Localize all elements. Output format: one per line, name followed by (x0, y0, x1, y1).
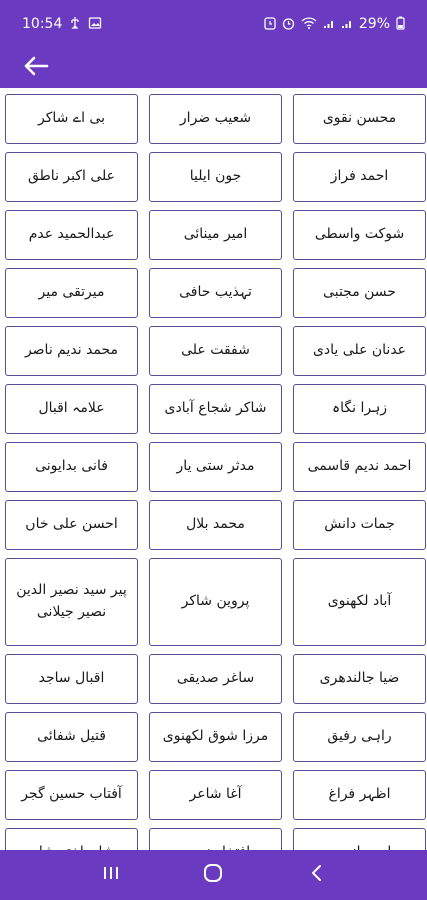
signal-icon (323, 17, 335, 31)
poet-button[interactable]: عبدالحمید عدم (5, 210, 138, 260)
poet-button[interactable]: احمد فراز (293, 152, 426, 202)
poet-button[interactable]: حسن مجتبی (293, 268, 426, 318)
poet-button[interactable]: مرزا شوق لکھنوی (149, 712, 282, 762)
poet-button[interactable]: محمد ندیم ناصر (5, 326, 138, 376)
poet-button[interactable]: علامہ اقبال (5, 384, 138, 434)
status-bar (0, 0, 427, 48)
poet-button[interactable]: شاکر شجاع آبادی (149, 384, 282, 434)
poet-button[interactable]: محسن نقوی (293, 94, 426, 144)
usb-debug-icon (68, 16, 82, 32)
poet-button[interactable]: شعیب ضرار (149, 94, 282, 144)
poet-button[interactable]: احسن علی خاں (5, 500, 138, 550)
poet-button[interactable]: فانی بدایونی (5, 442, 138, 492)
back-button[interactable] (18, 52, 54, 84)
back-icon (310, 864, 322, 886)
poet-button[interactable]: زہرا نگاہ (293, 384, 426, 434)
status-time: 10:54 (22, 16, 63, 32)
poet-button[interactable]: اظہر فراغ (293, 770, 426, 820)
poet-button[interactable]: محمد بلال (149, 500, 282, 550)
poet-button[interactable]: پیر سید نصیر الدین نصیر جیلانی (5, 558, 138, 646)
alarm-clock-icon (282, 17, 295, 32)
alarm-icon (264, 16, 276, 32)
poet-button[interactable]: راہی رفیق (293, 712, 426, 762)
poet-button[interactable]: شوکت واسطی (293, 210, 426, 260)
battery-percent: 29% (358, 16, 390, 32)
poet-button[interactable]: احمد ندیم قاسمی (293, 442, 426, 492)
system-nav-bar (0, 850, 427, 900)
poet-button[interactable]: امیر مینائی (149, 210, 282, 260)
home-icon (203, 863, 223, 887)
app-bar (0, 48, 427, 88)
poet-button[interactable]: مدثر ستی یار (149, 442, 282, 492)
recent-apps-icon (102, 865, 120, 885)
status-right (264, 16, 405, 32)
status-left (22, 16, 102, 32)
poet-button[interactable]: ساغر صدیقی (149, 654, 282, 704)
poet-button[interactable]: عدنان علی یادی (293, 326, 426, 376)
home-button[interactable] (193, 855, 233, 895)
battery-icon (396, 16, 405, 32)
poet-button[interactable]: اقبال ساجد (5, 654, 138, 704)
poet-button[interactable]: آغا شاعر (149, 770, 282, 820)
poet-button[interactable]: ضیا جالندھری (293, 654, 426, 704)
poet-button[interactable]: میرتقی میر (5, 268, 138, 318)
poet-button[interactable]: بی اے شاکر (5, 94, 138, 144)
poet-button[interactable]: جمات دانش (293, 500, 426, 550)
poet-button[interactable]: پروین شاکر (149, 558, 282, 646)
poet-button[interactable]: آباد لکھنوی (293, 558, 426, 646)
poet-button[interactable]: آفتاب حسین گجر (5, 770, 138, 820)
poet-button[interactable]: جون ایلیا (149, 152, 282, 202)
wifi-icon (301, 17, 317, 31)
poet-button[interactable]: قتیل شفائی (5, 712, 138, 762)
nav-back-button[interactable] (296, 855, 336, 895)
recent-apps-button[interactable] (91, 855, 131, 895)
arrow-left-icon (23, 56, 49, 80)
poet-button[interactable]: علی اکبر ناطق (5, 152, 138, 202)
poet-button[interactable]: تہذیب حافی (149, 268, 282, 318)
poet-grid (0, 88, 427, 850)
poet-button[interactable]: شفقت علی (149, 326, 282, 376)
signal-icon-2 (341, 17, 353, 31)
image-icon (88, 16, 102, 32)
